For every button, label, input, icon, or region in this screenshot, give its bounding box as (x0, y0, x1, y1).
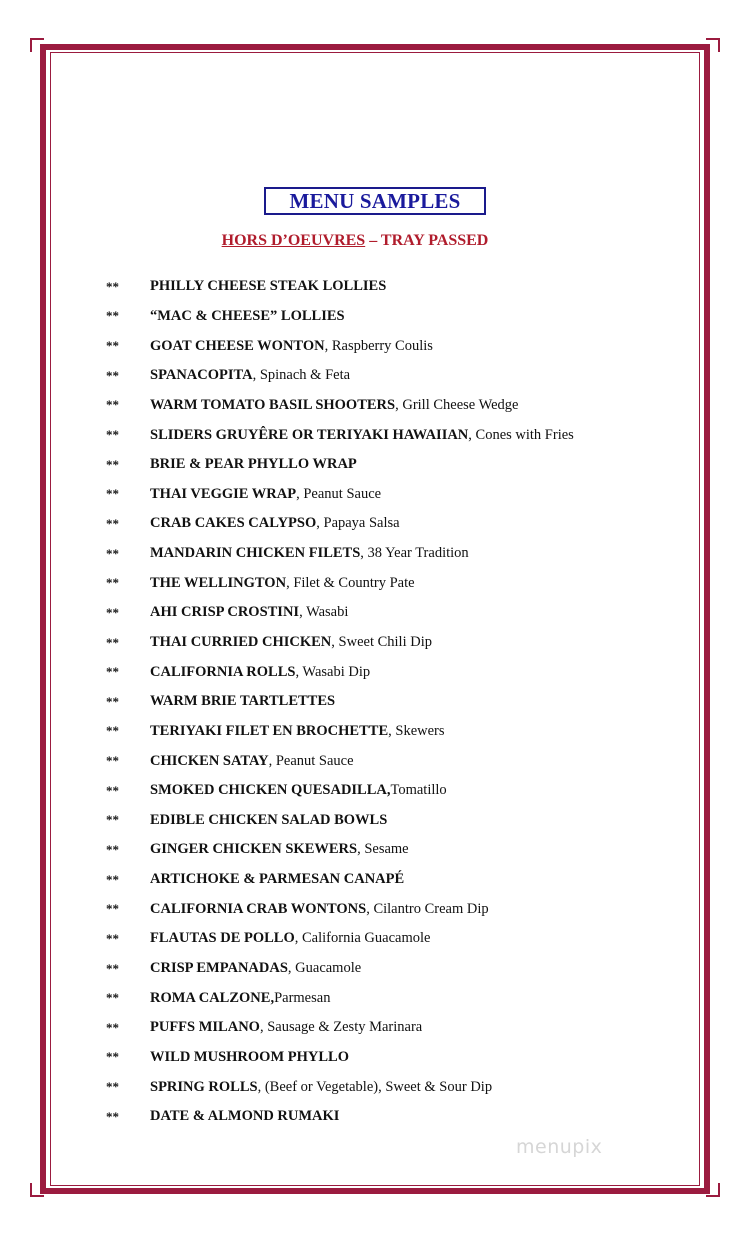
menu-item-name: WILD MUSHROOM PHYLLO (150, 1048, 349, 1065)
menu-item-description: , Peanut Sauce (296, 485, 382, 502)
menu-item-description: , Peanut Sauce (268, 752, 354, 769)
menu-item-description: , Raspberry Coulis (324, 337, 433, 354)
menu-item (106, 746, 666, 776)
menu-item (106, 509, 666, 539)
menu-item-name: CHICKEN SATAY (150, 752, 269, 769)
menu-item-bullet: ** (106, 1108, 119, 1124)
menu-item-name: CRISP EMPANADAS (150, 960, 288, 977)
menu-item-bullet: ** (106, 308, 119, 324)
menu-item-name: CALIFORNIA ROLLS (150, 663, 296, 680)
section-heading (0, 232, 710, 250)
menu-item-bullet: ** (106, 456, 119, 472)
menu-item-bullet: ** (106, 1079, 119, 1095)
menu-item-name: BRIE & PEAR PHYLLO WRAP (150, 456, 357, 473)
menu-item-name: SPRING ROLLS (150, 1078, 258, 1095)
menu-item (106, 806, 666, 836)
menu-item-bullet: ** (106, 930, 119, 946)
menu-item-name: WARM BRIE TARTLETTES (150, 693, 336, 710)
menu-item-bullet: ** (106, 367, 119, 383)
menu-item (106, 894, 666, 924)
menu-item-description: , Guacamole (287, 960, 362, 977)
menu-item-bullet: ** (106, 753, 119, 769)
menu-item-description: , Sweet Chili Dip (331, 634, 432, 650)
menu-item (106, 1072, 666, 1102)
menu-item-name: THAI VEGGIE WRAP (150, 485, 297, 502)
menu-item-name: WARM TOMATO BASIL SHOOTERS (150, 396, 396, 413)
menu-item-bullet: ** (106, 634, 119, 650)
menu-item-description: , Skewers (388, 722, 445, 739)
menu-item-description: , California Guacamole (294, 930, 431, 947)
menu-item (106, 391, 666, 421)
menu-item-bullet: ** (106, 990, 119, 1006)
menu-item (106, 954, 666, 984)
menu-item-description: , 38 Year Tradition (360, 545, 469, 562)
menu-item (106, 272, 666, 302)
menu-item-bullet: ** (106, 604, 119, 620)
menu-item-name: GINGER CHICKEN SKEWERS (150, 841, 358, 858)
menu-item-name: PUFFS MILANO (150, 1019, 260, 1036)
menu-item (106, 420, 666, 450)
menu-item-description: , Sesame (357, 841, 409, 858)
menu-item-name: DATE & ALMOND RUMAKI (150, 1108, 340, 1125)
watermark-logo: menupix (516, 1136, 603, 1158)
menu-item-name: SLIDERS GRUYÊRE OR TERIYAKI HAWAIIAN (150, 426, 469, 443)
menu-item-name: CRAB CAKES CALYPSO (150, 515, 317, 532)
menu-item-description: , Filet & Country Pate (286, 574, 415, 591)
menu-item-bullet: ** (106, 901, 119, 917)
menu-item-description: , Cilantro Cream Dip (366, 900, 489, 917)
menu-item (106, 1013, 666, 1043)
menu-item-list (106, 272, 666, 1132)
menu-item-name: GOAT CHEESE WONTON (150, 337, 325, 354)
menu-item (106, 776, 666, 806)
menu-item-description: , (Beef or Vegetable), Sweet & Sour Dip (257, 1078, 493, 1095)
menu-item-description: , Sausage & Zesty Marinara (259, 1019, 423, 1036)
menu-item-name: THAI CURRIED CHICKEN (150, 634, 332, 650)
menu-item (106, 628, 666, 658)
menu-item-description: , Cones with Fries (468, 426, 574, 443)
menu-item (106, 983, 666, 1013)
menu-item-bullet: ** (106, 338, 119, 354)
menu-item-bullet: ** (106, 782, 119, 798)
menu-item-bullet: ** (106, 693, 119, 709)
menu-item-bullet: ** (106, 841, 119, 857)
menu-item-name: TERIYAKI FILET EN BROCHETTE (150, 722, 389, 739)
menu-item-name: “MAC & CHEESE” LOLLIES (150, 307, 345, 324)
menu-item-name: PHILLY CHEESE STEAK LOLLIES (150, 278, 387, 295)
menu-item (106, 598, 666, 628)
title-box (264, 187, 486, 215)
menu-item-bullet: ** (106, 575, 119, 591)
menu-item (106, 450, 666, 480)
menu-item-description: , Wasabi Dip (295, 663, 371, 680)
section-heading-suffix: – TRAY PASSED (365, 232, 489, 249)
menu-item (106, 1043, 666, 1073)
page-title: MENU SAMPLES (289, 188, 461, 213)
menu-item (106, 539, 666, 569)
menu-item-bullet: ** (106, 397, 119, 413)
menu-item-name: THE WELLINGTON (150, 574, 287, 591)
menu-item-bullet: ** (106, 486, 119, 502)
menu-item (106, 687, 666, 717)
menu-item-name: MANDARIN CHICKEN FILETS (150, 545, 361, 562)
menu-item-description: , Spinach & Feta (252, 367, 351, 384)
menu-item-name: FLAUTAS DE POLLO (150, 930, 295, 947)
menu-item-bullet: ** (106, 545, 119, 561)
menu-item-bullet: ** (106, 515, 119, 531)
menu-item-description: Parmesan (274, 989, 331, 1006)
menu-item (106, 717, 666, 747)
menu-item (106, 835, 666, 865)
menu-item-name: SMOKED CHICKEN QUESADILLA, (150, 782, 391, 799)
menu-item-bullet: ** (106, 812, 119, 828)
menu-item (106, 302, 666, 332)
menu-item-name: ROMA CALZONE, (150, 989, 275, 1006)
menu-item (106, 361, 666, 391)
menu-item-description: , Wasabi (299, 604, 349, 621)
menu-item-bullet: ** (106, 723, 119, 739)
menu-item (106, 479, 666, 509)
menu-item-bullet: ** (106, 1019, 119, 1035)
menu-item-name: ARTICHOKE & PARMESAN CANAPÉ (150, 871, 405, 888)
menu-item-bullet: ** (106, 427, 119, 443)
menu-item (106, 924, 666, 954)
menu-item (106, 568, 666, 598)
menu-item-name: EDIBLE CHICKEN SALAD BOWLS (150, 811, 388, 828)
menu-item-name: SPANACOPITA (150, 367, 253, 384)
menu-item (106, 331, 666, 361)
menu-item-description: Tomatillo (390, 782, 447, 799)
section-heading-main: HORS D’OEUVRES (221, 232, 366, 249)
menu-item-description: , Grill Cheese Wedge (395, 396, 519, 413)
menu-item (106, 1102, 666, 1132)
menu-item-bullet: ** (106, 960, 119, 976)
menu-item-bullet: ** (106, 664, 119, 680)
menu-item-bullet: ** (106, 1049, 119, 1065)
menu-item-bullet: ** (106, 871, 119, 887)
menu-item-name: AHI CRISP CROSTINI (150, 604, 300, 621)
menu-item-bullet: ** (106, 278, 119, 294)
menu-item (106, 657, 666, 687)
menu-item-description: , Papaya Salsa (316, 515, 400, 532)
menu-item-name: CALIFORNIA CRAB WONTONS (150, 900, 367, 917)
menu-item (106, 865, 666, 895)
